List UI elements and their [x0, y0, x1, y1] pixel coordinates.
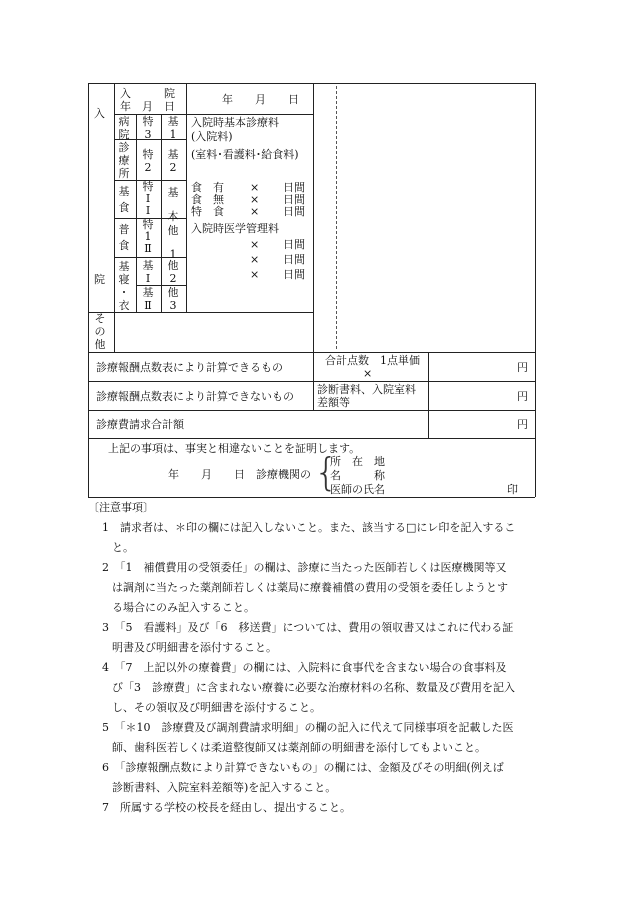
- meal-row-name: 特 食: [191, 205, 224, 218]
- notes-heading: 〔注意事項〕: [88, 501, 154, 514]
- row-label-futsushoku: 普 食: [118, 223, 130, 252]
- cell-ta-1: 他 1: [167, 224, 179, 261]
- cell-kihon: 基 本: [167, 186, 179, 223]
- total-row-label: 診療費請求合計額: [96, 418, 184, 431]
- form-bottom-border: [88, 497, 535, 498]
- meal-row-mul: ×: [250, 193, 260, 206]
- note-line: る場合にのみ記入すること。: [112, 601, 255, 614]
- side-label-in: 院: [94, 273, 105, 286]
- cell-toku-3: 特 3: [142, 115, 154, 141]
- row-line: [88, 352, 535, 353]
- calc-row-col-b: ×: [363, 367, 373, 380]
- note-line: 診断書料、入院室料差額等)を記入すること。: [112, 781, 337, 794]
- cell-toku-i-i: 特 I I: [142, 180, 154, 217]
- note-line: 師、歯科医若しくは柔道整復師又は薬剤師の明細書を添付してもよいこと。: [112, 741, 486, 754]
- basic-fee-sub1: (入院料): [191, 130, 233, 143]
- meal-row-unit: 日間: [283, 181, 305, 194]
- side-label-nyu: 入: [94, 107, 105, 120]
- note-line: 4 「7 上記以外の療養費」の欄には、入院料に食事代を含まない場合の食事料及: [102, 661, 507, 674]
- note-line: 7 所属する学校の校長を経由し、提出すること。: [102, 801, 351, 814]
- noncalc-row-col-a: 診断書料、入院室料: [317, 383, 416, 396]
- note-line: 1 請求者は、＊印の欄には記入しないこと。また、該当する□にレ印を記入するこ: [102, 521, 516, 534]
- certification-brace: {: [314, 450, 339, 494]
- calc-row-label: 診療報酬点数表により計算できるもの: [96, 361, 283, 374]
- note-line: し、その領収及び明細書を添付すること。: [112, 701, 321, 714]
- cell-toku-2: 特 2: [142, 148, 154, 174]
- note-line: は調剤に当たった薬剤師若しくは薬局に療養補償の費用の受領を委任しようとす: [112, 581, 508, 594]
- mgmt-row-unit: 日間: [283, 238, 305, 251]
- mgmt-row-mul: ×: [250, 268, 260, 281]
- form-right-border: [535, 83, 536, 497]
- row-label-kishin-i: 基 寝 ・ 衣: [118, 260, 130, 312]
- calc-row-col-a: 合計点数 1点単価: [325, 354, 420, 367]
- meal-row-name: 食 無: [191, 193, 224, 206]
- row-label-byoin: 病 院: [118, 115, 130, 141]
- mgmt-row-unit: 日間: [283, 268, 305, 281]
- meal-row-mul: ×: [250, 205, 260, 218]
- meal-row-name: 食 有: [191, 181, 224, 194]
- admission-date-header-top: 入 院: [120, 87, 175, 100]
- institution-address-label: 所 在 地: [330, 455, 385, 468]
- form-top-border: [88, 83, 535, 84]
- note-line: 5 「＊10 診療費及び調剤費請求明細」の欄の記入に代えて同様事項を記載した医: [102, 721, 514, 734]
- noncalc-row-yen: 円: [517, 390, 528, 403]
- total-row-yen: 円: [517, 418, 528, 431]
- mgmt-row-mul: ×: [250, 238, 260, 251]
- col-line: [136, 114, 137, 312]
- dashed-divider: [336, 86, 337, 349]
- note-line: 明書及び明細書を添付すること。: [112, 641, 277, 654]
- cell-ta-2: 他 2: [167, 259, 179, 285]
- cell-ki-2: 基 2: [167, 148, 179, 174]
- institution-name-label: 名 称: [330, 469, 385, 482]
- mgmt-row-mul: ×: [250, 253, 260, 266]
- note-line: 2 「1 補償費用の受領委任」の欄は、診療に当たった医師若しくは医療機関等又: [102, 561, 507, 574]
- note-line: と。: [112, 541, 134, 554]
- noncalc-row-col-b: 差額等: [317, 396, 350, 409]
- col-line: [428, 352, 429, 438]
- col-line: [186, 83, 187, 312]
- col-line: [313, 83, 314, 410]
- meal-row-unit: 日間: [283, 205, 305, 218]
- col-line: [114, 83, 115, 352]
- basic-fee-title: 入院時基本診療料: [191, 116, 279, 129]
- calc-row-yen: 円: [517, 361, 528, 374]
- meal-row-unit: 日間: [283, 193, 305, 206]
- certification-statement: 上記の事項は、事実と相違ないことを証明します。: [108, 442, 361, 455]
- certification-date: 年 月 日 診療機関の: [168, 468, 311, 481]
- noncalc-row-label: 診療報酬点数表により計算できないもの: [96, 390, 294, 403]
- admission-date-header-bottom: 年 月 日: [120, 100, 175, 113]
- row-label-kishoku: 基 食: [118, 185, 130, 214]
- mgmt-row-unit: 日間: [283, 253, 305, 266]
- row-line: [88, 410, 535, 411]
- doctor-name-label: 医師の氏名: [330, 483, 385, 496]
- row-line: [88, 381, 535, 382]
- cell-ki-1: 基 1: [167, 115, 179, 141]
- form-left-border: [88, 83, 89, 497]
- row-label-sonota: そ の 他: [94, 312, 106, 351]
- note-line: 3 「5 看護料」及び「6 移送費」については、費用の領収書又はこれに代わる証: [102, 621, 514, 634]
- meal-row-mul: ×: [250, 181, 260, 194]
- row-line: [88, 438, 535, 439]
- note-line: 6 「診療報酬点数により計算できないもの」の欄には、金額及びその明細(例えば: [102, 761, 504, 774]
- col-line: [161, 114, 162, 312]
- cell-ki-ii: 基 Ⅱ: [142, 286, 154, 312]
- note-line: び「3 診療費」に含まれない療養に必要な治療材料の名称、数量及び費用を記入: [112, 681, 515, 694]
- basic-fee-sub2: (室料･看護料･給食料): [191, 148, 299, 161]
- medical-management-title: 入院時医学管理料: [191, 222, 279, 235]
- row-line: [88, 312, 313, 313]
- seal-mark: 印: [507, 483, 518, 496]
- cell-ki-i: 基 I: [142, 259, 154, 285]
- cell-ta-3: 他 3: [167, 286, 179, 312]
- cell-toku-1-ii: 特 1 Ⅱ: [142, 218, 154, 255]
- row-label-shinryojo: 診 療 所: [118, 141, 130, 180]
- admission-date-field[interactable]: 年 月 日: [222, 93, 299, 106]
